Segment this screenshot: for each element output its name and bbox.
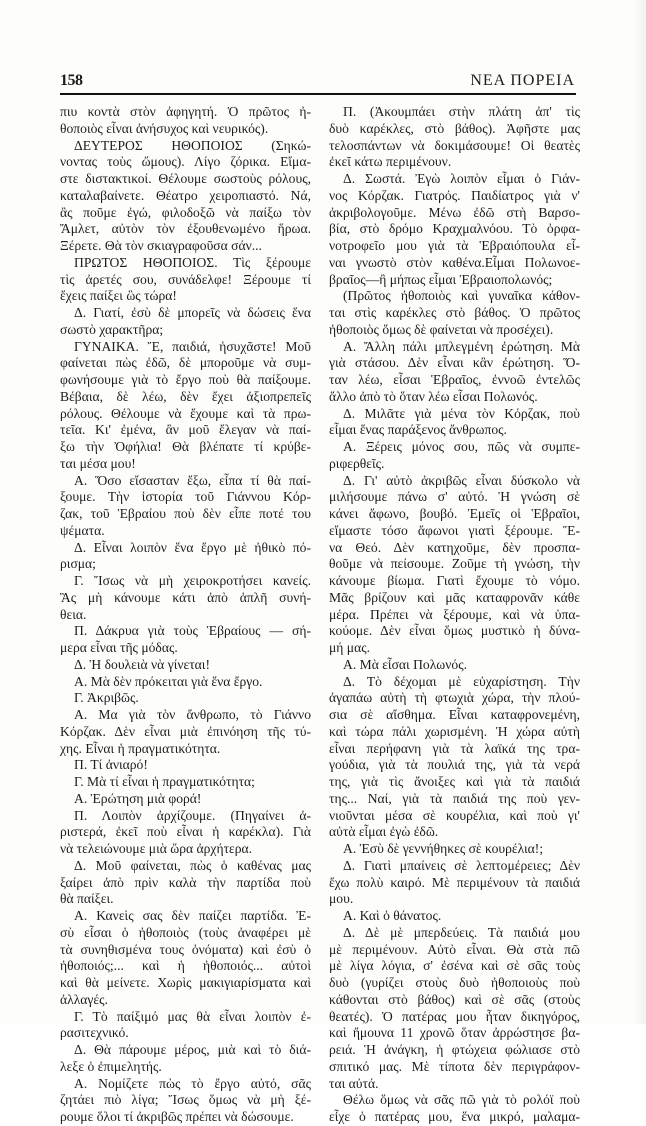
text-line: ρισμα; (60, 556, 96, 572)
text-line: λεξε ὁ ἐπιμελητής. (60, 1058, 162, 1074)
text-line: φαίνεται πὼς ἐδῶ, δὲ μποροῦμε νὰ συμ- (60, 355, 311, 371)
paragraph (329, 841, 580, 858)
paragraph (329, 908, 580, 925)
text-line: θεατές). Ὁ πατέρας μου ἦταν δικηγόρος, (329, 1008, 580, 1024)
text-line: τὰ συνηθισμένα τους ὀνόματα) καὶ ἐσὺ ὁ (60, 941, 311, 957)
text-line: θοῦμε νὰ πείσουμε. Ζοῦμε τὴ γνώση, τὴν (329, 556, 580, 572)
text-line: βραῖος—ἢ μήπως εἶμαι Ἑβραιοπολωνός; (329, 271, 553, 287)
paragraph (60, 707, 311, 757)
paragraph (60, 255, 311, 305)
paragraph (60, 757, 311, 774)
text-line: Α. Ἐσὺ δὲ γεννήθηκες σὲ κουρέλια!; (343, 841, 544, 856)
text-line: να Θεό. Δὲν κατηχοῦμε, δὲν προσπα- (329, 539, 580, 555)
text-line: Γ. Ἀκριβῶς. (74, 690, 139, 706)
text-line: τελοσπάντων νὰ δοκιμάσουμε! Οἱ θεατὲς (329, 137, 580, 153)
text-line: Δ. Τὸ δέχομαι μὲ εὐχαρίστηση. Τὴν (343, 673, 580, 689)
paragraph (60, 473, 311, 540)
text-line: δυὸ (γυρίζει στοὺς δυὸ ἠθοποιοὺς ποὺ (329, 975, 580, 990)
text-line: ναι γνωστὸ στὸν καθένα.Εἶμαι Πολωνοε- (329, 254, 580, 270)
text-line: κάνουμε βίωμα. Γιατὶ ἔχουμε τὸ νόμο. (329, 573, 580, 588)
text-line: Γ. Ἴσως νὰ μὴ χειροκροτήσει κανείς. (74, 573, 311, 588)
text-line: νὰ τελειώνουμε μιὰ ὥρα ἀρχήτερα. (60, 841, 253, 856)
text-line: Π. Τί ἀνιαρό! (74, 757, 148, 773)
text-line: ζακ, τοῦ Ἑβραίου ποὺ δὲν εἶπε ποτέ του (60, 506, 311, 521)
text-line: ριστερά, ἐκεῖ ποὺ εἶναι ἡ καρέκλα). Γιὰ (60, 824, 311, 840)
paragraph (329, 171, 580, 288)
text-line: ξω τὴν Ὀφήλια! Θὰ βλέπατε τί κρύβε- (60, 439, 311, 454)
text-line: Α. Μα γιὰ τὸν ἄνθρωπο, τὸ Γιάννο (74, 707, 311, 722)
text-line: κάνει ἄφωνο, βουβό. Ἐμεῖς οἱ Ἑβραῖοι, (329, 506, 580, 521)
text-line: Δ. Σωστά. Ἐγὼ λοιπὸν εἶμαι ὁ Γιάν- (343, 171, 580, 186)
text-line: σὺ εἶσαι ὁ ἠθοποιὸς (τοὺς ἀναφέρει μὲ (60, 924, 311, 940)
paragraph (60, 1076, 311, 1126)
text-line: Ἄμλετ, αὐτὸν τὸν ἐξουθενωμένο ἥρωα. (60, 221, 311, 237)
paragraph (60, 104, 311, 138)
paragraph (60, 573, 311, 623)
paragraph (60, 690, 311, 707)
text-line: ἐκεῖ κάτω περιμένουν. (329, 154, 452, 170)
text-line: νιοῦνται μέσα σὲ κουρέλια, καὶ ποὺ γι' (329, 807, 580, 823)
text-line: ἠθοποιός;... καὶ ἡ ἠθοποιός... αὐτοὶ (60, 958, 311, 974)
paragraph (60, 674, 311, 691)
text-line: μὲ περιμένουν. Αὐτὸ εἶναι. Θὰ στὰ πῶ (329, 941, 580, 957)
text-line: σπιτικό μας. Μὲ τίποτα δὲν περιγράφον- (329, 1058, 580, 1074)
text-line: ταν λέω, εἶσαι Ἑβραῖος, ἐννοῶ ἐντελῶς (329, 372, 580, 387)
text-line: ρειά. Ἡ ἀνάγκη, ἡ φτώχεια φώλιασε στὸ (329, 1042, 580, 1057)
text-line: Α. Νομίζετε πὼς τὸ ἔργο αὐτό, σᾶς (74, 1075, 311, 1091)
paragraph (329, 406, 580, 440)
text-line: καὶ τώρα πάλι χωρισμένη. Ἡ χώρα αὐτὴ (329, 723, 580, 739)
text-line: βία, στὸ δρόμο Κραχμαλνόου. Τὸ ὀρφα- (329, 221, 580, 237)
text-line: μὲ λίγα λόγια, σ' ἐσένα καὶ σὲ σᾶς τοὺς (329, 958, 580, 974)
text-line: ἀλλαγές. (60, 991, 108, 1007)
paragraph (329, 288, 580, 338)
text-line: σωστὸ χαρακτῆρα; (60, 321, 164, 337)
text-line: ται αὐτά. (329, 1075, 379, 1091)
text-line: Δ. Μιλᾶτε γιὰ μένα τὸν Κόρζακ, ποὺ (343, 405, 580, 421)
text-line: της, γιὰ τὶς ἄνοιξες καὶ γιὰ τὰ παιδιά (329, 774, 580, 789)
text-line: Γ. Μὰ τί εἶναι ἡ πραγματικότητα; (74, 774, 255, 789)
text-line: ἠθοποιὸς ὅμως δὲ φαίνεται νὰ προσέχει). (329, 321, 554, 337)
text-line: τεῖα. Κι' ἐμένα, ἂν μοῦ ἔλεγαν νὰ παί- (60, 422, 311, 438)
text-line: Α. Ξέρεις μόνος σου, πῶς νὰ συμπε- (343, 439, 580, 454)
paragraph (329, 1092, 580, 1126)
text-line: Δ. Εἶναι λοιπὸν ἕνα ἔργο μὲ ἠθικὸ πό- (74, 539, 311, 555)
page-edge-shadow (634, 0, 646, 1024)
text-line: κάθονται στὸ βάθος) καὶ σὲ σᾶς (στοὺς (329, 991, 580, 1007)
text-line: εἶναι περήφανη γιὰ τὰ λαϊκά της τρα- (329, 740, 580, 756)
text-line: ἄλλο ἀπὸ τὸ ὅταν λέω εἶσαι Πολωνός. (329, 388, 538, 404)
text-line: Ἂς μὴ κάνουμε κάτι ἀπὸ ἁπλῆ συνή- (60, 589, 311, 605)
paragraph (60, 623, 311, 657)
text-line: Δ. Ἡ δουλειὰ νὰ γίνεται! (74, 656, 210, 672)
text-line: δυὸ καρέκλες, στὸ βάθος). Ἀφῆστε μας (329, 120, 580, 136)
text-line: ἀκριβολογοῦμε. Μένω ἐδῶ στὴ Βαρσο- (329, 204, 580, 220)
text-line: Α. Ὅσο εἴσασταν ἔξω, εἶπα τί θὰ παί- (74, 472, 311, 488)
text-line: Δ. Μοῦ φαίνεται, πὼς ὁ καθένας μας (74, 857, 311, 873)
paragraph (60, 774, 311, 791)
text-line: καταλαβαίνετε. Θέατρο χειροπιαστό. Νά, (60, 187, 311, 203)
text-line: Γ. Τὸ παίξιμό μας θὰ εἶναι λοιπὸν ἐ- (74, 1008, 311, 1024)
paragraph (329, 858, 580, 908)
text-line: Δ. Γι' αὐτὸ ἀκριβῶς εἶναι δύσκολο νὰ (343, 472, 580, 488)
left-text-column (60, 104, 311, 1126)
page-number: 158 (60, 72, 83, 89)
text-line: θοποιὸς εἶναι ἀνήσυχος καὶ νευρικός). (60, 120, 269, 136)
text-line: ριφερθεῖς. (329, 455, 385, 471)
journal-title: ΝΕΑ ΠΟΡΕΙΑ (470, 72, 575, 89)
text-line: ἔχω πολὺ καιρό. Μὲ περιμένουν τὰ παιδιά (329, 874, 580, 890)
header-rule (60, 93, 576, 95)
text-line: εἴμαστε τόσο ἄφωνοι γιατὶ ξέρουμε. Ἕ- (329, 522, 580, 538)
text-line: ται στὶς καρέκλες στὸ βάθος. Ὁ πρῶτος (329, 305, 580, 320)
paragraph (329, 473, 580, 657)
text-line: Δ. Γιατὶ μπαίνεις σὲ λεπτομέρειες; Δὲν (343, 857, 580, 873)
text-line: ζητάει πιὸ λίγα; Ἴσως ὅμως νὰ μὴ ξέ- (60, 1092, 311, 1108)
text-line: Α. Ἐρώτηση μιὰ φορά! (74, 790, 202, 806)
text-line: νοτροφεῖο μου γιὰ τὰ Ἑβραιόπουλα εἶ- (329, 238, 580, 253)
text-line: φωνήσουμε γιὰ τὸ ἔργο ποὺ θὰ παίξουμε. (60, 372, 311, 387)
text-line: ΠΡΩΤΟΣ ΗΘΟΠΟΙΟΣ. Τὶς ξέρουμε (74, 254, 311, 270)
text-line: ἂς ποῦμε ἐγώ, φιλοδοξῶ νὰ παίξω τὸν (60, 204, 311, 220)
text-line: της... Ναί, γιὰ τὰ παιδιά της ποὺ γεν- (329, 790, 580, 806)
text-line: θεια. (60, 606, 87, 622)
text-line: Α. Μὰ δὲν πρόκειται γιὰ ἕνα ἔργο. (74, 673, 263, 689)
text-line: θὰ παίξει. (60, 891, 114, 907)
text-line: νοντας τοὺς ὤμους). Λίγο ζόρικα. Εἴμα- (60, 154, 311, 170)
paragraph (60, 339, 311, 473)
text-line: Ξέρετε. Θὰ τὸν σκιαγραφοῦσα σάν... (60, 238, 262, 253)
text-line: Δ. Γιατί, ἐσὺ δὲ μπορεῖς νὰ δώσεις ἕνα (74, 305, 311, 320)
text-line: ψέματα. (60, 522, 105, 538)
text-line: στε διστακτικοί. Θέλουμε σωστοὺς ρόλους, (60, 171, 311, 186)
text-line: ξουμε. Τὴν ἱστορία τοῦ Γιάννου Κόρ- (60, 489, 311, 505)
text-line: Δ. Θὰ πάρουμε μέρος, μιὰ καὶ τὸ διά- (74, 1042, 311, 1057)
text-line: εἶμαι ἕνας παράξενος ἄνθρωπος. (329, 422, 507, 438)
text-line: μέρα. Πρέπει νὰ ξέρουμε, καὶ νὰ ὑπα- (329, 606, 580, 622)
text-line: Π. Δάκρυα γιὰ τοὺς Ἑβραίους — σή- (74, 623, 311, 639)
text-line: εἶχε ὁ πατέρας μου, ἕνα μικρό, μαλαμα- (329, 1109, 580, 1124)
text-line: αὐτὰ εἶμαι ἐγὼ ἐδῶ. (329, 824, 439, 840)
paragraph (329, 925, 580, 1093)
text-line: μερα εἶναι τῆς μόδας. (60, 640, 178, 655)
text-line: μή μας. (329, 640, 370, 655)
paragraph (60, 138, 311, 255)
paragraph (60, 791, 311, 808)
text-line: γιὰ στάσου. Δὲν εἶναι κἂν ἐρώτηση. Ὅ- (329, 355, 580, 371)
text-line: χης. Εἶναι ἡ πραγματικότητα. (60, 740, 221, 756)
paragraph (60, 858, 311, 908)
text-line: Π. Λοιπὸν ἀρχίζουμε. (Πηγαίνει ἀ- (74, 807, 311, 823)
text-line: Α. Μὰ εἶσαι Πολωνός. (343, 656, 467, 672)
text-line: Π. (Ἀκουμπάει στὴν πλάτη ἀπ' τὶς (343, 104, 580, 119)
text-line: σια σὲ αἴσθημα. Εἶναι καταφρονεμένη, (329, 707, 580, 722)
text-line: Α. Ἄλλη πάλι μπλεγμένη ἐρώτηση. Μὰ (343, 338, 580, 354)
text-line: μου. (329, 891, 354, 907)
text-line: Α. Καὶ ὁ θάνατος. (343, 908, 442, 923)
text-line: ρόλους. Θέλουμε νὰ ἔχουμε καὶ τὰ πρω- (60, 405, 311, 421)
text-line: πιυ κοντὰ στὸν ἀφηγητή. Ὁ πρῶτος ἠ- (60, 104, 311, 119)
paragraph (329, 674, 580, 842)
text-line: καὶ ἤμουνα 11 χρονῶ ὅταν ἀρρώστησε βα- (329, 1025, 580, 1041)
text-line: (Πρῶτος ἠθοποιὸς καὶ γυναῖκα κάθον- (343, 288, 580, 304)
text-line: ρουμε ὅλοι τί ἀκριβῶς πρέπει νὰ δώσουμε. (60, 1109, 294, 1124)
paragraph (329, 339, 580, 406)
paragraph (60, 1009, 311, 1043)
text-line: μιλήσουμε πάνω σ' αὐτό. Ἡ γνώση σὲ (329, 489, 580, 505)
right-text-column (329, 104, 580, 1126)
text-line: ρασιτεχνικό. (60, 1025, 129, 1041)
text-line: ΓΥΝΑΙΚΑ. Ἔ, παιδιά, ἡσυχᾶστε! Μοῦ (74, 338, 311, 354)
paragraph (60, 1042, 311, 1076)
paragraph (60, 657, 311, 674)
text-line: τὶς ἀρετές σου, συνάδελφε! Ξέρουμε τί (60, 271, 311, 287)
text-line: γούδια, γιὰ τὰ πουλιά της, γιὰ τὰ νερά (329, 757, 580, 773)
text-line: νος Κόρζακ. Γιατρός. Παιδίατρος γιὰ ν' (329, 187, 580, 203)
paragraph (60, 908, 311, 1009)
paragraph (329, 439, 580, 473)
text-line: ἀγαπάω αὐτὴ τὴ φτωχιὰ χώρα, τὴν πλού- (329, 690, 580, 706)
running-head (60, 70, 577, 92)
text-line: καὶ θὰ μείνετε. Χωρὶς μακιγιαρίσματα καὶ (60, 975, 311, 990)
text-line: Βέβαια, δὲ λέω, δὲν ἔχει ἀξιοπρεπεῖς (60, 388, 311, 404)
paragraph (60, 540, 311, 574)
text-line: ἔχεις παίξει ὣς τώρα! (60, 288, 177, 304)
text-line: Μᾶς βρίζουν καὶ μᾶς καταφρονᾶν κάθε (329, 589, 580, 605)
text-line: Δ. Δὲ μὲ μπερδεύεις. Τὰ παιδιά μου (343, 924, 580, 940)
text-line: Θέλω ὅμως νὰ σᾶς πῶ γιὰ τὸ ρολόϊ ποὺ (343, 1092, 580, 1108)
paragraph (329, 657, 580, 674)
text-line: Α. Κανεὶς σας δὲν παίζει παρτίδα. Ἐ- (74, 908, 311, 923)
text-line: Κόρζακ. Δὲν εἶναι μιὰ ἐπινόηση τῆς τύ- (60, 723, 311, 739)
paragraph (60, 808, 311, 858)
text-line: ΔΕΥΤΕΡΟΣ ΗΘΟΠΟΙΟΣ (Σηκώ- (74, 137, 311, 153)
text-line: ξαίρει ἀπὸ πρὶν καλὰ τὴν παρτίδα ποὺ (60, 874, 311, 890)
paragraph (329, 104, 580, 171)
text-line: ται μέσα μου! (60, 455, 136, 471)
paragraph (60, 305, 311, 339)
text-line: κούομε. Δὲν εἶναι ὅμως μυστικὸ ἡ δύνα- (329, 623, 580, 639)
